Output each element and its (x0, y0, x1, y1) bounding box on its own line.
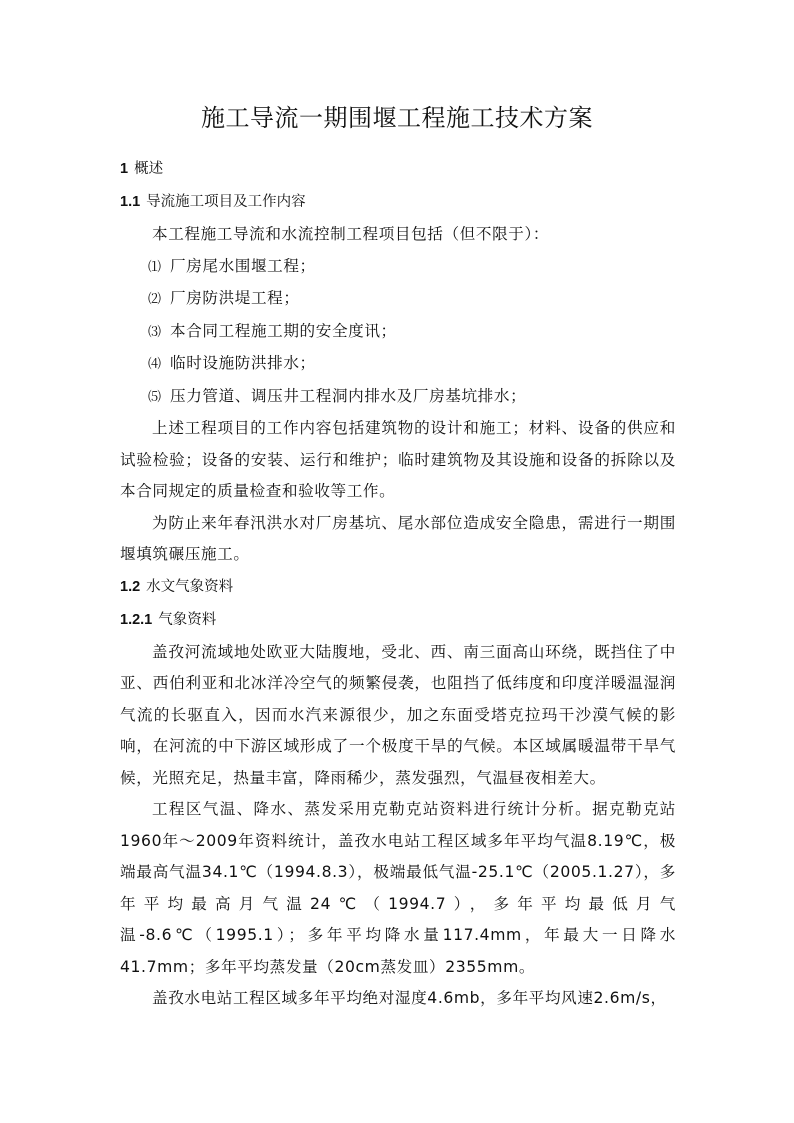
list-marker: ⑸ (148, 389, 162, 405)
paragraph-purpose: 为防止来年春汛洪水对厂房基坑、尾水部位造成安全隐患，需进行一期围堰填筑碾压施工。 (120, 513, 676, 563)
list-marker: ⑴ (148, 259, 162, 275)
list-marker: ⑶ (148, 324, 162, 340)
section-title: 气象资料 (158, 611, 217, 628)
list-marker: ⑵ (148, 292, 162, 307)
list-item (120, 348, 676, 381)
section-title: 概述 (134, 161, 164, 177)
paragraph-intro: 本工程施工导流和水流控制工程项目包括（但不限于）： (152, 225, 550, 243)
section-title: 导流施工项目及工作内容 (146, 194, 306, 210)
list-item (120, 251, 676, 284)
paragraph-climate-humidity: 盖孜水电站工程区域多年平均绝对湿度4.6mb，多年平均风速2.6m/s， (152, 989, 667, 1007)
section-number: 1 (120, 161, 129, 177)
list-text: 厂房尾水围堰工程； (170, 256, 316, 275)
section-number: 1.2 (120, 578, 141, 595)
list-text: 压力管道、调压井工程洞内排水及厂房基坑排水； (170, 386, 527, 405)
section-heading-1-1 (120, 186, 676, 219)
list-item (120, 381, 676, 414)
list-item (120, 316, 676, 349)
document-body (120, 153, 676, 1015)
list-item (120, 283, 676, 316)
list-marker: ⑷ (148, 357, 162, 372)
paragraph-climate-overview: 盖孜河流域地处欧亚大陆腹地，受北、西、南三面高山环绕，既挡住了中亚、西伯利亚和北冰洋冷空气的频繁侵袭，也阻挡了低纬度和印度洋暖温湿润气流的长驱直入，因而水汽来源很少，加之东面受塔克拉玛干沙漠气候的影响，在河流的中下游区域形成了一个极度干旱的气候。本区域属暖温带干旱气候，光照充足，热量丰富，降雨稀少，蒸发强烈，气温昼夜相差大。 (120, 642, 676, 787)
section-heading-1 (120, 153, 676, 186)
section-heading-1-2 (120, 571, 676, 604)
section-number: 1.2.1 (120, 611, 153, 628)
paragraph-scope: 上述工程项目的工作内容包括建筑物的设计和施工；材料、设备的供应和试验检验；设备的安装、运行和维护；临时建筑物及其设施和设备的拆除以及本合同规定的质量检查和验收等工作。 (120, 419, 676, 500)
document-title: 施工导流一期围堰工程施工技术方案 (201, 104, 593, 132)
section-heading-1-2-1 (120, 604, 676, 637)
list-text: 临时设施防洪排水； (170, 354, 316, 372)
section-title: 水文气象资料 (146, 578, 234, 595)
list-text: 本合同工程施工期的安全度讯； (170, 321, 397, 340)
list-text: 厂房防洪堤工程； (170, 289, 300, 307)
section-number: 1.1 (120, 194, 141, 210)
paragraph-climate-statistics: 工程区气温、降水、蒸发采用克勒克站资料进行统计分析。据克勒克站1960年～2009年资料统计，盖孜水电站工程区域多年平均气温8.19℃，极端最高气温34.1℃（1994.8.3），极端最低气温-25.1℃（2005.1.27），多年平均最高月气温24℃（1994.7），多年平均最低月气温-8.6℃（1995.1）；多年平均降水量117.4mm，年最大一日降水41.7mm；多年平均蒸发量（20cm蒸发皿）2355mm。 (120, 800, 676, 976)
